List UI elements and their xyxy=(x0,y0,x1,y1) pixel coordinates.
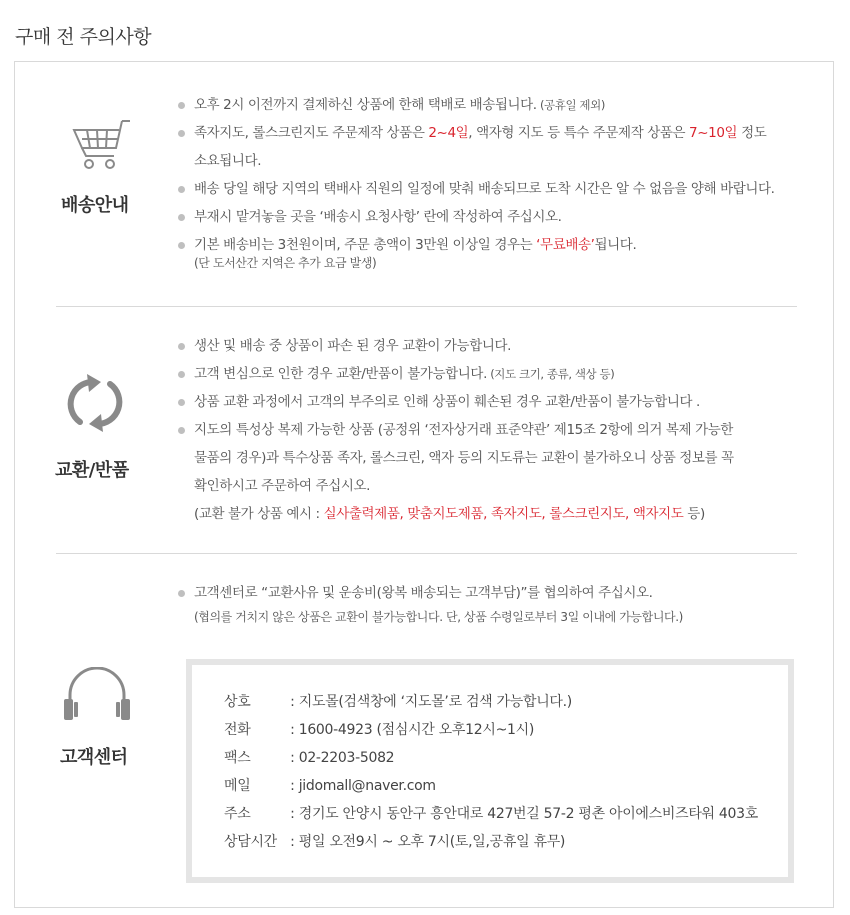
contact-info-box xyxy=(186,659,794,883)
info-row-hours: 상담시간 : 평일 오전9시 ~ 오후 7시(토,일,공휴일 휴무) xyxy=(224,834,566,850)
page-title: 구매 전 주의사항 xyxy=(15,26,152,48)
section-divider xyxy=(56,553,797,554)
list-item: 확인하시고 주문하여 주십시오. xyxy=(194,478,371,494)
list-item: 상품 교환 과정에서 고객의 부주의로 인해 상품이 훼손된 경우 교환/반품이 불가능합니다 . xyxy=(176,388,826,416)
list-item: 부재시 맡겨놓을 곳을 ‘배송시 요청사항’ 란에 작성하여 주십시오. xyxy=(176,203,826,231)
info-row-fax: 팩스 : 02-2203-5082 xyxy=(224,750,395,766)
list-item: 고객 변심으로 인한 경우 교환/반품이 불가능합니다. (지도 크기, 종류, 색상 등) xyxy=(176,360,826,388)
shipping-list xyxy=(176,91,826,277)
refresh-icon xyxy=(67,370,123,436)
shipping-label: 배송안내 xyxy=(61,195,129,216)
info-row-name: 상호 : 지도몰(검색창에 ‘지도몰’로 검색 가능합니다.) xyxy=(224,694,572,710)
list-item: 고객센터로 “교환사유 및 운송비(왕복 배송되는 고객부담)”를 협의하여 주십시오. xyxy=(176,579,826,607)
info-row-phone: 전화 : 1600-4923 (점심시간 오후12시~1시) xyxy=(224,722,534,738)
list-item: 물품의 경우)과 특수상품 족자, 롤스크린, 액자 등의 지도류는 교환이 불가하오니 상품 정보를 꼭 xyxy=(194,450,734,466)
cart-icon xyxy=(68,118,136,176)
list-item: 지도의 특성상 복제 가능한 상품 (공정위 ‘전자상거래 표준약관’ 제15조 2항에 의거 복제 가능한 xyxy=(176,416,826,444)
list-item: 배송 당일 해당 지역의 택배사 직원의 일정에 맞춰 배송되므로 도착 시간은 알 수 없음을 양해 바랍니다. xyxy=(176,175,826,203)
list-item: 기본 배송비는 3천원이며, 주문 총액이 3만원 이상일 경우는 ‘무료배송’됩니다. xyxy=(176,231,826,259)
service-label: 고객센터 xyxy=(60,747,128,768)
exchange-label: 교환/반품 xyxy=(55,460,129,481)
list-note: (단 도서산간 지역은 추가 요금 발생) xyxy=(194,256,377,270)
list-item: (교환 불가 상품 예시 : 실사출력제품, 맞춤지도제품, 족자지도, 롤스크린지도, 액자지도 등) xyxy=(194,506,705,522)
info-row-email: 메일 : jidomall@naver.com xyxy=(224,778,436,794)
list-item: 족자지도, 롤스크린지도 주문제작 상품은 2~4일, 액자형 지도 등 특수 주문제작 상품은 7~10일 정도 xyxy=(176,119,826,147)
notice-panel xyxy=(14,61,834,908)
service-list xyxy=(176,579,826,631)
list-item: 오후 2시 이전까지 결제하신 상품에 한해 택배로 배송됩니다. (공휴일 제외) xyxy=(176,91,826,119)
list-item: 소요됩니다. xyxy=(194,153,262,169)
section-divider xyxy=(56,306,797,307)
exchange-list xyxy=(176,332,826,528)
list-note: (협의를 거치지 않은 상품은 교환이 불가능합니다. 단, 상품 수령일로부터 3일 이내에 가능합니다.) xyxy=(194,610,683,624)
info-row-address: 주소 : 경기도 안양시 동안구 흥안대로 427번길 57-2 평촌 아이에스비즈타워 403호 xyxy=(224,806,758,822)
list-item: 생산 및 배송 중 상품이 파손 된 경우 교환이 가능합니다. xyxy=(176,332,826,360)
headphones-icon xyxy=(61,667,133,721)
